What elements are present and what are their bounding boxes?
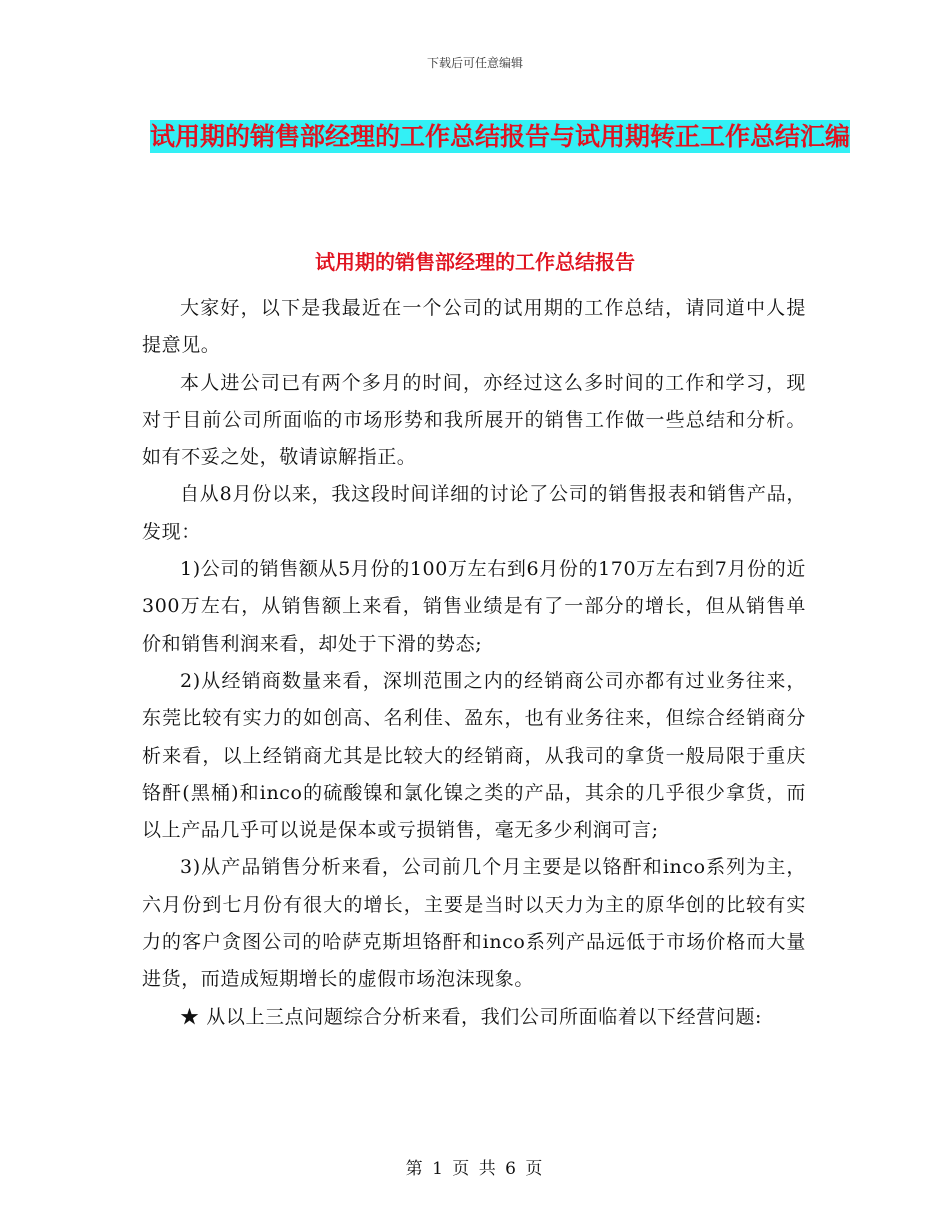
paragraph: 本人进公司已有两个多月的时间，亦经过这么多时间的工作和学习，现对于目前公司所面临的市场形势和我所展开的销售工作做一些总结和分析。如有不妥之处，敬请谅解指正。 [142, 371, 806, 469]
paragraph: 大家好，以下是我最近在一个公司的试用期的工作总结，请同道中人提提意见。 [142, 297, 806, 357]
page-footer: 第 1 页 共 6 页 [405, 1159, 545, 1179]
paragraph: 3)从产品销售分析来看，公司前几个月主要是以铬酐和inco系列为主，六月份到七月份有很大的增长，主要是当时以天力为主的原华创的比较有实力的客户贪图公司的哈萨克斯坦铬酐和inco系列产品远低于市场价格而大量进货，而造成短期增长的虚假市场泡沫现象。 [142, 856, 806, 991]
document-body [142, 290, 806, 1036]
paragraph: 2)从经销商数量来看，深圳范围之内的经销商公司亦都有过业务往来，东莞比较有实力的如创高、名利佳、盈东，也有业务往来，但综合经销商分析来看，以上经销商尤其是比较大的经销商，从我司的拿货一般局限于重庆铬酐(黑桶)和inco的硫酸镍和氯化镍之类的产品，其余的几乎很少拿货，而以上产品几乎可以说是保本或亏损销售，毫无多少利润可言; [142, 669, 806, 842]
paragraph: 1)公司的销售额从5月份的100万左右到6月份的170万左右到7月份的近300万左右，从销售额上来看，销售业绩是有了一部分的增长，但从销售单价和销售利润来看，却处于下滑的势态; [142, 558, 806, 655]
section-title: 试用期的销售部经理的工作总结报告 [315, 250, 635, 274]
document-title [120, 112, 880, 162]
header-note: 下载后可任意编辑 [426, 56, 523, 70]
paragraph: 自从8月份以来，我这段时间详细的讨论了公司的销售报表和销售产品，发现： [142, 483, 806, 543]
paragraph: ★ 从以上三点问题综合分析来看，我们公司所面临着以下经营问题: [180, 1005, 763, 1028]
document-title-text: 试用期的销售部经理的工作总结报告与试用期转正工作总结汇编 [149, 122, 850, 151]
